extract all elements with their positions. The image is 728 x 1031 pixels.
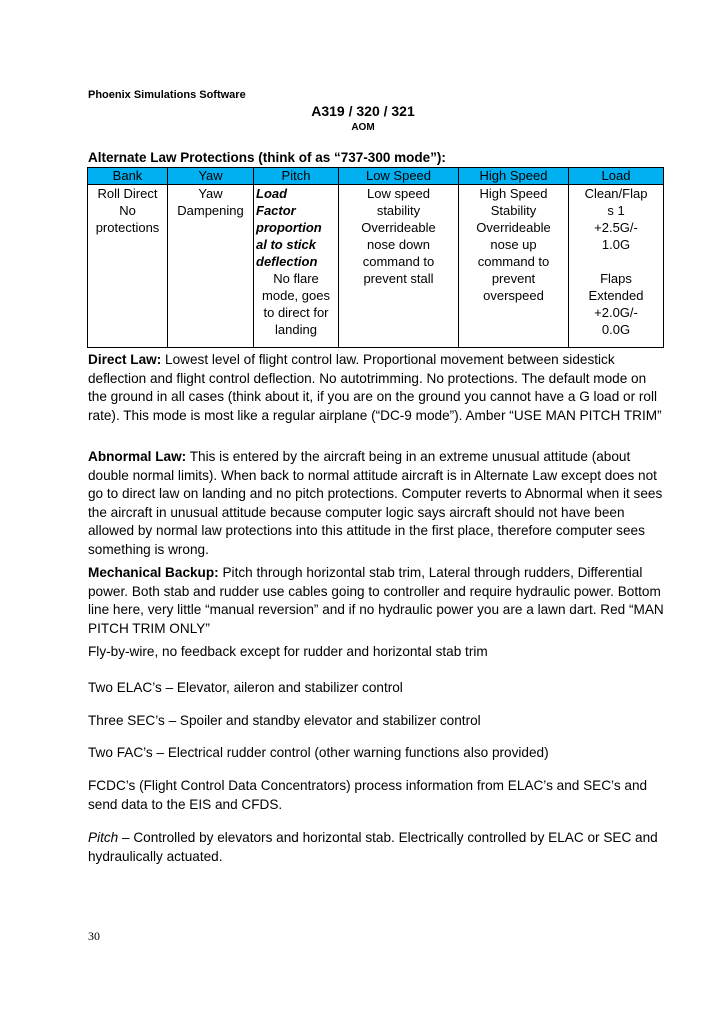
document-subtitle: AOM [351, 122, 375, 133]
cell-low-speed: Low speed stability Overrideable nose down command to prevent stall [339, 185, 459, 348]
paragraph-pitch [88, 829, 668, 866]
header-pitch: Pitch [254, 168, 339, 185]
mech-backup-text: Pitch through horizontal stab trim, Lateral through rudders, Differential power. Both stab and rudder use cables going to controller and require hydraulic power. Bottom line here, very little “manual reversion” and if no hydraulic power you are a lawn dart. Red “MAN PITCH TRIM ONLY” [88, 565, 664, 636]
pitch-text: – Controlled by elevators and horizontal stab. Electrically controlled by ELAC or SEC and hydraulically actuated. [88, 830, 658, 864]
section-heading: Alternate Law Protections (think of as “737-300 mode”): [88, 150, 446, 165]
cell-pitch-rest: No flare mode, goes to direct for landing [262, 271, 330, 337]
paragraph-elac: Two ELAC’s – Elevator, aileron and stabilizer control [88, 680, 403, 695]
pitch-label: Pitch [88, 830, 119, 845]
alternate-law-table [87, 167, 664, 348]
header-low-speed: Low Speed [339, 168, 459, 185]
table-header-row [88, 168, 664, 185]
cell-bank: Roll Direct No protections [88, 185, 168, 348]
cell-load: Clean/Flap s 1 +2.5G/- 1.0G Flaps Extended +2.0G/- 0.0G [569, 185, 664, 348]
mech-backup-label: Mechanical Backup: [88, 565, 219, 580]
paragraph-fac: Two FAC’s – Electrical rudder control (other warning functions also provided) [88, 745, 549, 760]
paragraph-fcdc: FCDC’s (Flight Control Data Concentrators) process information from ELAC’s and SEC’s and send data to the EIS and CFDS. [88, 778, 648, 812]
header-high-speed: High Speed [459, 168, 569, 185]
paragraph-fly-by-wire: Fly-by-wire, no feedback except for rudder and horizontal stab trim [88, 644, 488, 659]
company-name: Phoenix Simulations Software [88, 89, 246, 101]
paragraph-mechanical-backup [88, 564, 668, 638]
cell-yaw: Yaw Dampening [168, 185, 254, 348]
paragraph-abnormal-law [88, 448, 668, 560]
header-yaw: Yaw [168, 168, 254, 185]
page-number: 30 [88, 929, 100, 943]
header-bank: Bank [88, 168, 168, 185]
abnormal-law-text: This is entered by the aircraft being in an extreme unusual attitude (about double normal limits). When back to normal attitude aircraft is in Alternate Law except does not go to direct law on landing and no pitch protections. Computer reverts to Abnormal when it sees the aircraft in unusual attitude because computer logic says aircraft should not have been allowed by normal law protections into this attitude in the first place, therefore computer sees something is wrong. [88, 449, 663, 557]
direct-law-label: Direct Law: [88, 352, 162, 367]
abnormal-law-label: Abnormal Law: [88, 449, 187, 464]
paragraph-sec: Three SEC’s – Spoiler and standby elevator and stabilizer control [88, 713, 481, 728]
paragraph-direct-law [88, 351, 668, 425]
table-row [88, 185, 664, 348]
cell-pitch-bold: Load Factor proportion al to stick deflection [256, 186, 322, 269]
document-title: A319 / 320 / 321 [311, 103, 415, 119]
direct-law-text: Lowest level of flight control law. Proportional movement between sidestick deflection and flight control deflection. No autotrimming. No protections. The default mode on the ground in all cases (think about it, if you are on the ground you cannot have a G load or roll rate). This mode is most like a regular airplane (“DC-9 mode”). Amber “USE MAN PITCH TRIM” [88, 352, 662, 423]
cell-pitch [254, 185, 339, 348]
cell-high-speed: High Speed Stability Overrideable nose up command to prevent overspeed [459, 185, 569, 348]
header-load: Load [569, 168, 664, 185]
